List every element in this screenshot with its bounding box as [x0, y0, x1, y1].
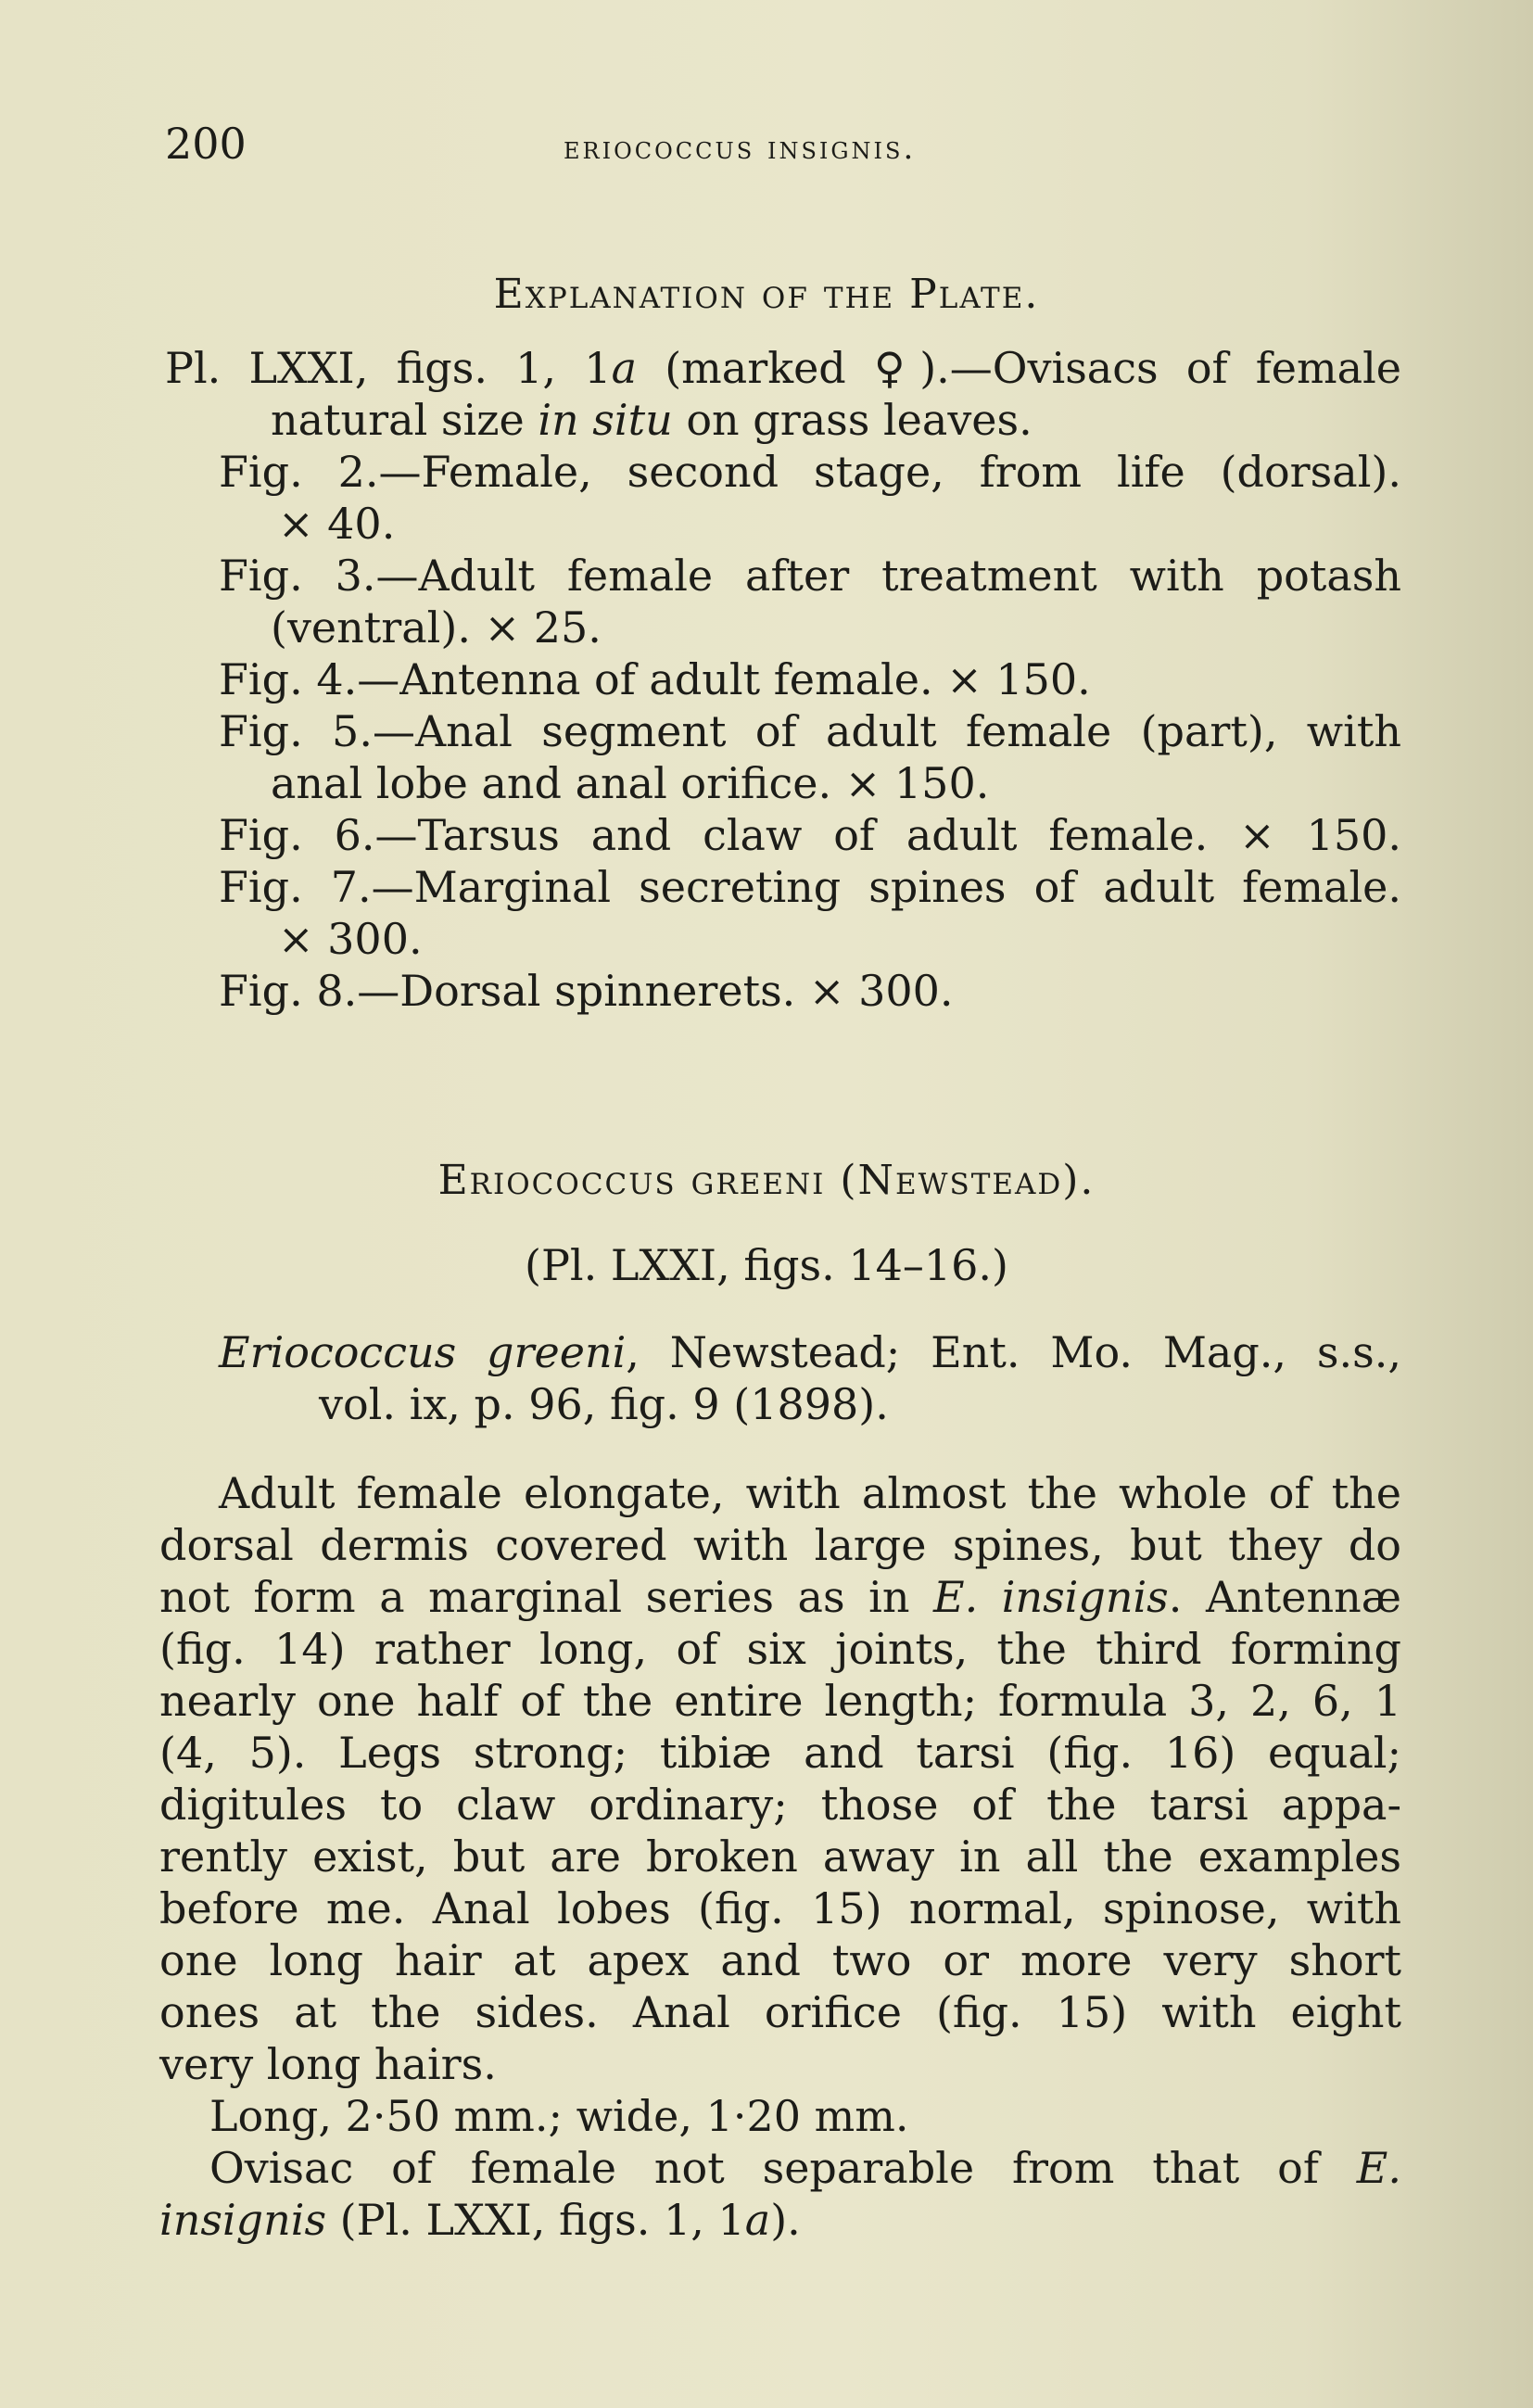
plate-line-2: natural size in situ on grass leaves.	[271, 395, 1033, 445]
fig-3-caption: Fig. 3.—Adult female after treatment with potash	[219, 551, 1401, 601]
description-line-7: digitules to claw ordinary; those of the tarsi appa-	[159, 1780, 1401, 1830]
description-line-4: (fig. 14) rather long, of six joints, the third forming	[159, 1624, 1401, 1674]
description-line-1: Adult female elongate, with almost the whole of the	[219, 1468, 1401, 1518]
running-title: eriococcus insignis.	[564, 130, 917, 167]
description-line-6: (4, 5). Legs strong; tibiæ and tarsi (fig. 16) equal;	[159, 1728, 1401, 1778]
plate-reference: (Pl. LXXI, figs. 14–16.)	[525, 1240, 1008, 1290]
fig-7-caption: Fig. 7.—Marginal secreting spines of adult female.	[219, 862, 1401, 912]
measurements: Long, 2·50 mm.; wide, 1·20 mm.	[209, 2091, 909, 2141]
species-heading: Eriococcus greeni (Newstead).	[437, 1157, 1096, 1204]
fig-5-caption: Fig. 5.—Anal segment of adult female (part), with	[219, 706, 1401, 756]
fig-7-magnification: × 300.	[278, 914, 423, 964]
synonymy-line-2: vol. ix, p. 96, fig. 9 (1898).	[319, 1379, 889, 1429]
description-line-3: not form a marginal series as in E. insignis. Antennæ	[159, 1572, 1401, 1622]
synonymy-line-1: Eriococcus greeni, Newstead; Ent. Mo. Mag., s.s.,	[219, 1327, 1401, 1377]
explanation-heading: Explanation of the Plate.	[493, 271, 1040, 318]
ovisac-line-2: insignis (Pl. LXXI, figs. 1, 1a).	[159, 2195, 801, 2245]
fig-5-caption-cont: anal lobe and anal orifice. × 150.	[271, 758, 990, 808]
page-number: 200	[165, 119, 247, 169]
description-line-5: nearly one half of the entire length; formula 3, 2, 6, 1	[159, 1676, 1401, 1726]
description-line-10: one long hair at apex and two or more very short	[159, 1935, 1401, 1985]
description-line-9: before me. Anal lobes (fig. 15) normal, spinose, with	[159, 1883, 1401, 1933]
running-head	[165, 119, 1403, 174]
ovisac-line-1: Ovisac of female not separable from that of E.	[209, 2143, 1401, 2193]
description-line-2: dorsal dermis covered with large spines, but they do	[159, 1520, 1401, 1570]
fig-2-caption: Fig. 2.—Female, second stage, from life (dorsal).	[219, 447, 1401, 497]
fig-6-caption: Fig. 6.—Tarsus and claw of adult female. × 150.	[219, 810, 1401, 860]
fig-8-caption: Fig. 8.—Dorsal spinnerets. × 300.	[219, 966, 954, 1016]
fig-3-caption-cont: (ventral). × 25.	[271, 602, 602, 653]
description-line-12: very long hairs.	[159, 2039, 497, 2089]
description-line-11: ones at the sides. Anal orifice (fig. 15) with eight	[159, 1987, 1401, 2037]
plate-line-1: Pl. LXXI, figs. 1, 1a (marked ♀).—Ovisacs of female	[165, 343, 1401, 393]
fig-2-magnification: × 40.	[278, 499, 396, 549]
fig-4-caption: Fig. 4.—Antenna of adult female. × 150.	[219, 654, 1091, 704]
description-line-8: rently exist, but are broken away in all the examples	[159, 1831, 1401, 1882]
